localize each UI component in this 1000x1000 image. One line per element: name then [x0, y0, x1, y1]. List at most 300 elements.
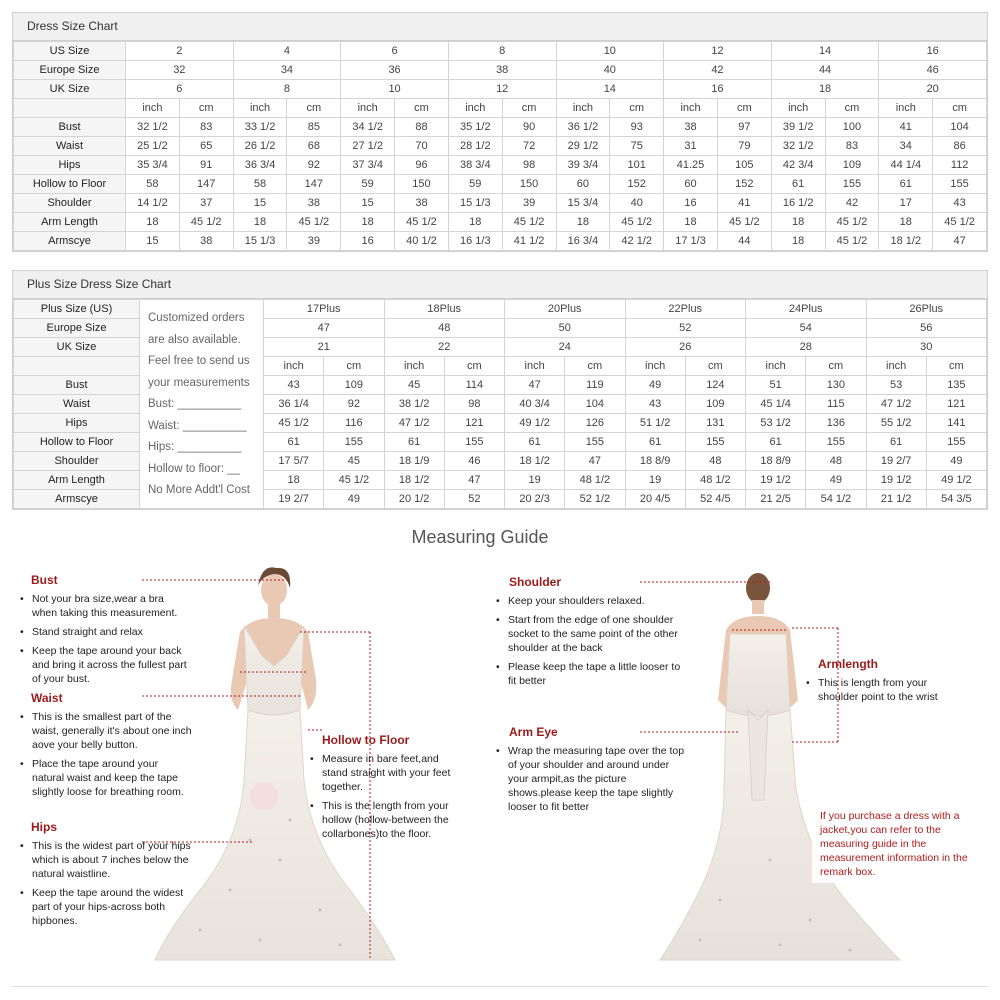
value-cell: 109 — [825, 156, 879, 175]
unit-cm: cm — [933, 99, 987, 118]
value-cell: 152 — [717, 175, 771, 194]
value-cell: 53 — [866, 376, 926, 395]
hips-instructions — [20, 839, 192, 933]
measurement-row — [14, 137, 987, 156]
value-cell: 48 1/2 — [685, 471, 745, 490]
note-line: your measurements — [148, 376, 250, 389]
size-cell: 18 — [771, 80, 879, 99]
value-cell: 35 3/4 — [126, 156, 180, 175]
value-cell: 16 1/3 — [448, 232, 502, 251]
row-label — [14, 357, 140, 376]
row-label: Arm Length — [14, 471, 140, 490]
value-cell: 83 — [179, 118, 233, 137]
unit-inch: inch — [625, 357, 685, 376]
size-cell: 40 — [556, 61, 664, 80]
value-cell: 43 — [625, 395, 685, 414]
measurement-row — [14, 213, 987, 232]
hollow-instruction-item: • Measure in bare feet,and stand straight with your feet together. — [310, 752, 465, 794]
bust-instruction-item: • Keep the tape around your back and bring it across the fullest part of your bust. — [20, 644, 190, 686]
value-cell: 31 — [664, 137, 718, 156]
unit-cm: cm — [287, 99, 341, 118]
row-label: UK Size — [14, 80, 126, 99]
value-cell: 150 — [395, 175, 449, 194]
unit-inch: inch — [505, 357, 565, 376]
value-cell: 155 — [926, 433, 986, 452]
value-cell: 26 1/2 — [233, 137, 287, 156]
value-cell: 45 1/2 — [502, 213, 556, 232]
value-cell: 45 1/2 — [825, 232, 879, 251]
value-cell: 39 — [287, 232, 341, 251]
value-cell: 45 1/2 — [395, 213, 449, 232]
measurement-row — [14, 175, 987, 194]
value-cell: 39 — [502, 194, 556, 213]
dress-size-chart — [12, 12, 988, 252]
value-cell: 155 — [685, 433, 745, 452]
value-cell: 18 1/9 — [384, 452, 444, 471]
size-cell: 22 — [384, 338, 505, 357]
row-label: Bust — [14, 376, 140, 395]
unit-inch: inch — [556, 99, 610, 118]
note-line: are also available. — [148, 333, 241, 346]
value-cell: 45 1/2 — [825, 213, 879, 232]
value-cell: 33 1/2 — [233, 118, 287, 137]
value-cell: 18 1/2 — [879, 232, 933, 251]
value-cell: 98 — [444, 395, 504, 414]
value-cell: 104 — [933, 118, 987, 137]
value-cell: 19 2/7 — [264, 490, 324, 509]
size-cell: 10 — [556, 42, 664, 61]
value-cell: 91 — [179, 156, 233, 175]
value-cell: 15 — [233, 194, 287, 213]
row-label: Waist — [14, 137, 126, 156]
row-label: Bust — [14, 118, 126, 137]
value-cell: 49 — [926, 452, 986, 471]
value-cell: 45 — [384, 376, 444, 395]
size-cell: 2 — [126, 42, 234, 61]
value-cell: 25 1/2 — [126, 137, 180, 156]
row-label: US Size — [14, 42, 126, 61]
value-cell: 58 — [126, 175, 180, 194]
size-cell: 54 — [746, 319, 867, 338]
unit-inch: inch — [879, 99, 933, 118]
value-cell: 97 — [717, 118, 771, 137]
value-cell: 61 — [384, 433, 444, 452]
note-line: Hips: __________ — [148, 441, 242, 453]
value-cell: 61 — [866, 433, 926, 452]
unit-inch: inch — [341, 99, 395, 118]
row-label: Plus Size (US) — [14, 300, 140, 319]
value-cell: 47 1/2 — [866, 395, 926, 414]
value-cell: 15 1/3 — [233, 232, 287, 251]
value-cell: 52 — [444, 490, 504, 509]
value-cell: 41 — [879, 118, 933, 137]
value-cell: 39 3/4 — [556, 156, 610, 175]
size-cell: 50 — [505, 319, 626, 338]
row-label: Europe Size — [14, 319, 140, 338]
us-size-row — [14, 42, 987, 61]
value-cell: 101 — [610, 156, 664, 175]
value-cell: 20 1/2 — [384, 490, 444, 509]
value-cell: 100 — [825, 118, 879, 137]
note-line: Bust: __________ — [148, 398, 242, 410]
value-cell: 48 — [806, 452, 866, 471]
note-line: Customized orders — [148, 312, 245, 324]
armlength-section-title: Armlength — [818, 657, 878, 671]
value-cell: 61 — [746, 433, 806, 452]
shoulder-section-title: Shoulder — [509, 575, 562, 589]
note-line: Feel free to send us — [148, 355, 250, 367]
value-cell: 38 — [287, 194, 341, 213]
value-cell: 41 1/2 — [502, 232, 556, 251]
value-cell: 34 — [879, 137, 933, 156]
size-cell: 24 — [505, 338, 626, 357]
unit-cm: cm — [395, 99, 449, 118]
value-cell: 32 1/2 — [126, 118, 180, 137]
value-cell: 47 — [565, 452, 625, 471]
unit-inch: inch — [384, 357, 444, 376]
value-cell: 49 — [625, 376, 685, 395]
size-cell: 22Plus — [625, 300, 746, 319]
value-cell: 47 — [505, 376, 565, 395]
value-cell: 52 4/5 — [685, 490, 745, 509]
unit-inch: inch — [746, 357, 806, 376]
value-cell: 45 1/2 — [287, 213, 341, 232]
value-cell: 18 — [264, 471, 324, 490]
measurement-row — [14, 232, 987, 251]
value-cell: 18 — [341, 213, 395, 232]
value-cell: 16 — [664, 194, 718, 213]
row-label: Waist — [14, 395, 140, 414]
value-cell: 79 — [717, 137, 771, 156]
europe-size-row — [14, 61, 987, 80]
value-cell: 109 — [324, 376, 384, 395]
row-label: Arm Length — [14, 213, 126, 232]
row-label: Europe Size — [14, 61, 126, 80]
value-cell: 152 — [610, 175, 664, 194]
unit-inch: inch — [771, 99, 825, 118]
size-cell: 17Plus — [264, 300, 385, 319]
size-cell: 44 — [771, 61, 879, 80]
value-cell: 44 1/4 — [879, 156, 933, 175]
row-label: Hollow to Floor — [14, 433, 140, 452]
unit-cm: cm — [610, 99, 664, 118]
measurement-row — [14, 156, 987, 175]
unit-cm: cm — [324, 357, 384, 376]
size-cell: 10 — [341, 80, 449, 99]
size-cell: 8 — [448, 42, 556, 61]
value-cell: 45 1/2 — [610, 213, 664, 232]
unit-cm: cm — [502, 99, 556, 118]
value-cell: 136 — [806, 414, 866, 433]
value-cell: 29 1/2 — [556, 137, 610, 156]
shoulder-instructions — [496, 594, 686, 693]
value-cell: 15 — [341, 194, 395, 213]
unit-inch: inch — [866, 357, 926, 376]
value-cell: 47 — [933, 232, 987, 251]
value-cell: 135 — [926, 376, 986, 395]
plus-size-table — [13, 299, 987, 509]
value-cell: 119 — [565, 376, 625, 395]
value-cell: 45 1/2 — [933, 213, 987, 232]
value-cell: 155 — [565, 433, 625, 452]
value-cell: 130 — [806, 376, 866, 395]
armeye-section-title: Arm Eye — [509, 725, 558, 739]
value-cell: 126 — [565, 414, 625, 433]
value-cell: 61 — [771, 175, 825, 194]
size-cell: 46 — [879, 61, 987, 80]
value-cell: 112 — [933, 156, 987, 175]
value-cell: 155 — [324, 433, 384, 452]
size-cell: 28 — [746, 338, 867, 357]
value-cell: 40 3/4 — [505, 395, 565, 414]
value-cell: 54 1/2 — [806, 490, 866, 509]
value-cell: 18 — [448, 213, 502, 232]
waist-instructions — [20, 710, 192, 804]
value-cell: 58 — [233, 175, 287, 194]
waist-section-title: Waist — [31, 691, 63, 705]
value-cell: 36 1/2 — [556, 118, 610, 137]
size-cell: 38 — [448, 61, 556, 80]
size-cell: 14 — [556, 80, 664, 99]
uk-size-row — [14, 80, 987, 99]
unit-inch: inch — [126, 99, 180, 118]
hollow-section-title: Hollow to Floor — [322, 733, 410, 747]
value-cell: 34 1/2 — [341, 118, 395, 137]
value-cell: 55 1/2 — [866, 414, 926, 433]
value-cell: 19 1/2 — [746, 471, 806, 490]
value-cell: 92 — [287, 156, 341, 175]
unit-cm: cm — [685, 357, 745, 376]
note-line: No More Addt'l Cost — [148, 484, 250, 496]
size-cell: 42 — [664, 61, 772, 80]
value-cell: 48 1/2 — [565, 471, 625, 490]
value-cell: 16 3/4 — [556, 232, 610, 251]
size-cell: 52 — [625, 319, 746, 338]
size-cell: 16 — [879, 42, 987, 61]
value-cell: 21 1/2 — [866, 490, 926, 509]
value-cell: 15 3/4 — [556, 194, 610, 213]
value-cell: 18 8/9 — [625, 452, 685, 471]
value-cell: 20 2/3 — [505, 490, 565, 509]
value-cell: 88 — [395, 118, 449, 137]
value-cell: 68 — [287, 137, 341, 156]
size-cell: 6 — [126, 80, 234, 99]
value-cell: 75 — [610, 137, 664, 156]
value-cell: 16 — [341, 232, 395, 251]
value-cell: 41 — [717, 194, 771, 213]
value-cell: 18 — [771, 232, 825, 251]
value-cell: 45 1/2 — [717, 213, 771, 232]
value-cell: 32 1/2 — [771, 137, 825, 156]
unit-cm: cm — [565, 357, 625, 376]
value-cell: 15 1/3 — [448, 194, 502, 213]
size-cell: 47 — [264, 319, 385, 338]
row-label: Hips — [14, 156, 126, 175]
value-cell: 17 — [879, 194, 933, 213]
size-cell: 48 — [384, 319, 505, 338]
value-cell: 121 — [444, 414, 504, 433]
unit-inch: inch — [233, 99, 287, 118]
row-label: Armscye — [14, 490, 140, 509]
size-cell: 18Plus — [384, 300, 505, 319]
value-cell: 92 — [324, 395, 384, 414]
value-cell: 27 1/2 — [341, 137, 395, 156]
value-cell: 15 — [126, 232, 180, 251]
value-cell: 61 — [879, 175, 933, 194]
value-cell: 38 — [179, 232, 233, 251]
value-cell: 43 — [933, 194, 987, 213]
value-cell: 46 — [444, 452, 504, 471]
value-cell: 42 3/4 — [771, 156, 825, 175]
value-cell: 49 1/2 — [926, 471, 986, 490]
value-cell: 17 1/3 — [664, 232, 718, 251]
bust-instruction-item: • Not your bra size,wear a bra when taking this measurement. — [20, 592, 190, 620]
value-cell: 39 1/2 — [771, 118, 825, 137]
value-cell: 37 3/4 — [341, 156, 395, 175]
value-cell: 42 1/2 — [610, 232, 664, 251]
value-cell: 36 3/4 — [233, 156, 287, 175]
value-cell: 85 — [287, 118, 341, 137]
unit-inch: inch — [664, 99, 718, 118]
size-cell: 36 — [341, 61, 449, 80]
value-cell: 40 1/2 — [395, 232, 449, 251]
unit-row — [14, 99, 987, 118]
measurement-row — [14, 118, 987, 137]
armlength-instructions — [806, 676, 956, 709]
value-cell: 109 — [685, 395, 745, 414]
value-cell: 104 — [565, 395, 625, 414]
value-cell: 155 — [933, 175, 987, 194]
value-cell: 51 1/2 — [625, 414, 685, 433]
value-cell: 49 1/2 — [505, 414, 565, 433]
value-cell: 49 — [324, 490, 384, 509]
value-cell: 155 — [825, 175, 879, 194]
value-cell: 116 — [324, 414, 384, 433]
hips-section-title: Hips — [31, 820, 58, 834]
value-cell: 54 3/5 — [926, 490, 986, 509]
size-cell: 6 — [341, 42, 449, 61]
size-cell: 8 — [233, 80, 341, 99]
unit-inch: inch — [448, 99, 502, 118]
value-cell: 19 2/7 — [866, 452, 926, 471]
size-cell: 12 — [448, 80, 556, 99]
value-cell: 43 — [264, 376, 324, 395]
value-cell: 83 — [825, 137, 879, 156]
value-cell: 17 5/7 — [264, 452, 324, 471]
value-cell: 60 — [664, 175, 718, 194]
value-cell: 19 — [505, 471, 565, 490]
unit-cm: cm — [179, 99, 233, 118]
value-cell: 14 1/2 — [126, 194, 180, 213]
unit-cm: cm — [806, 357, 866, 376]
value-cell: 18 — [233, 213, 287, 232]
value-cell: 72 — [502, 137, 556, 156]
value-cell: 105 — [717, 156, 771, 175]
value-cell: 147 — [287, 175, 341, 194]
size-cell: 14 — [771, 42, 879, 61]
row-label: Hollow to Floor — [14, 175, 126, 194]
value-cell: 38 — [664, 118, 718, 137]
value-cell: 155 — [444, 433, 504, 452]
row-label: Shoulder — [14, 452, 140, 471]
note-line: Waist: __________ — [148, 419, 247, 432]
value-cell: 16 1/2 — [771, 194, 825, 213]
value-cell: 18 — [771, 213, 825, 232]
value-cell: 65 — [179, 137, 233, 156]
value-cell: 61 — [505, 433, 565, 452]
hollow-instruction-item: • This is the length from your hollow (hollow-between the collarbones)to the floor. — [310, 799, 465, 841]
shoulder-instruction-item: • Keep your shoulders relaxed. — [496, 594, 686, 608]
value-cell: 93 — [610, 118, 664, 137]
bust-instructions — [20, 592, 190, 691]
value-cell: 21 2/5 — [746, 490, 806, 509]
bust-section-title: Bust — [31, 573, 58, 587]
value-cell: 60 — [556, 175, 610, 194]
hips-instruction-item: • Keep the tape around the widest part of your hips-across both hipbones. — [20, 886, 192, 928]
hollow-instructions — [310, 752, 465, 846]
value-cell: 28 1/2 — [448, 137, 502, 156]
size-cell: 21 — [264, 338, 385, 357]
shoulder-instruction-item: • Start from the edge of one shoulder socket to the same point of the other shoulder at the back — [496, 613, 686, 655]
value-cell: 45 1/4 — [746, 395, 806, 414]
value-cell: 45 — [324, 452, 384, 471]
value-cell: 18 8/9 — [746, 452, 806, 471]
jacket-remark-note: If you purchase a dress with a jacket,you can refer to the measuring guide in the measurement information in the remark box. — [812, 805, 988, 883]
value-cell: 18 — [879, 213, 933, 232]
value-cell: 86 — [933, 137, 987, 156]
size-cell: 12 — [664, 42, 772, 61]
value-cell: 45 1/2 — [264, 414, 324, 433]
shoulder-instruction-item: • Please keep the tape a little looser to fit better — [496, 660, 686, 688]
value-cell: 38 — [395, 194, 449, 213]
value-cell: 115 — [806, 395, 866, 414]
bust-instruction-item: • Stand straight and relax — [20, 625, 190, 639]
note-line: Hollow to floor: __ — [148, 462, 241, 475]
plus-size-chart-title: Plus Size Dress Size Chart — [13, 271, 987, 299]
size-cell: 20 — [879, 80, 987, 99]
value-cell: 61 — [625, 433, 685, 452]
value-cell: 45 1/2 — [324, 471, 384, 490]
armlength-instruction-item: • This is length from your shoulder point to the wrist — [806, 676, 956, 704]
size-cell: 34 — [233, 61, 341, 80]
value-cell: 53 1/2 — [746, 414, 806, 433]
measurement-row — [14, 194, 987, 213]
size-cell: 4 — [233, 42, 341, 61]
armeye-instruction-item: • Wrap the measuring tape over the top of your shoulder and around under your armpit,as the picture shows.please keep the tape slightly looser to fit better — [496, 744, 686, 814]
dress-size-table — [13, 41, 987, 251]
value-cell: 155 — [806, 433, 866, 452]
value-cell: 18 1/2 — [384, 471, 444, 490]
row-label: Hips — [14, 414, 140, 433]
value-cell: 90 — [502, 118, 556, 137]
value-cell: 38 3/4 — [448, 156, 502, 175]
waist-instruction-item: • Place the tape around your natural waist and keep the tape slightly loose for breathing room. — [20, 757, 192, 799]
value-cell: 59 — [448, 175, 502, 194]
value-cell: 70 — [395, 137, 449, 156]
bottom-divider — [12, 986, 988, 987]
value-cell: 47 1/2 — [384, 414, 444, 433]
custom-order-note — [140, 300, 264, 509]
plus-us-row — [14, 300, 987, 319]
value-cell: 52 1/2 — [565, 490, 625, 509]
value-cell: 114 — [444, 376, 504, 395]
value-cell: 35 1/2 — [448, 118, 502, 137]
unit-cm: cm — [444, 357, 504, 376]
value-cell: 44 — [717, 232, 771, 251]
value-cell: 45 1/2 — [179, 213, 233, 232]
waist-instruction-item: • This is the smallest part of the waist, generally it's about one inch aove your belly button. — [20, 710, 192, 752]
value-cell: 131 — [685, 414, 745, 433]
